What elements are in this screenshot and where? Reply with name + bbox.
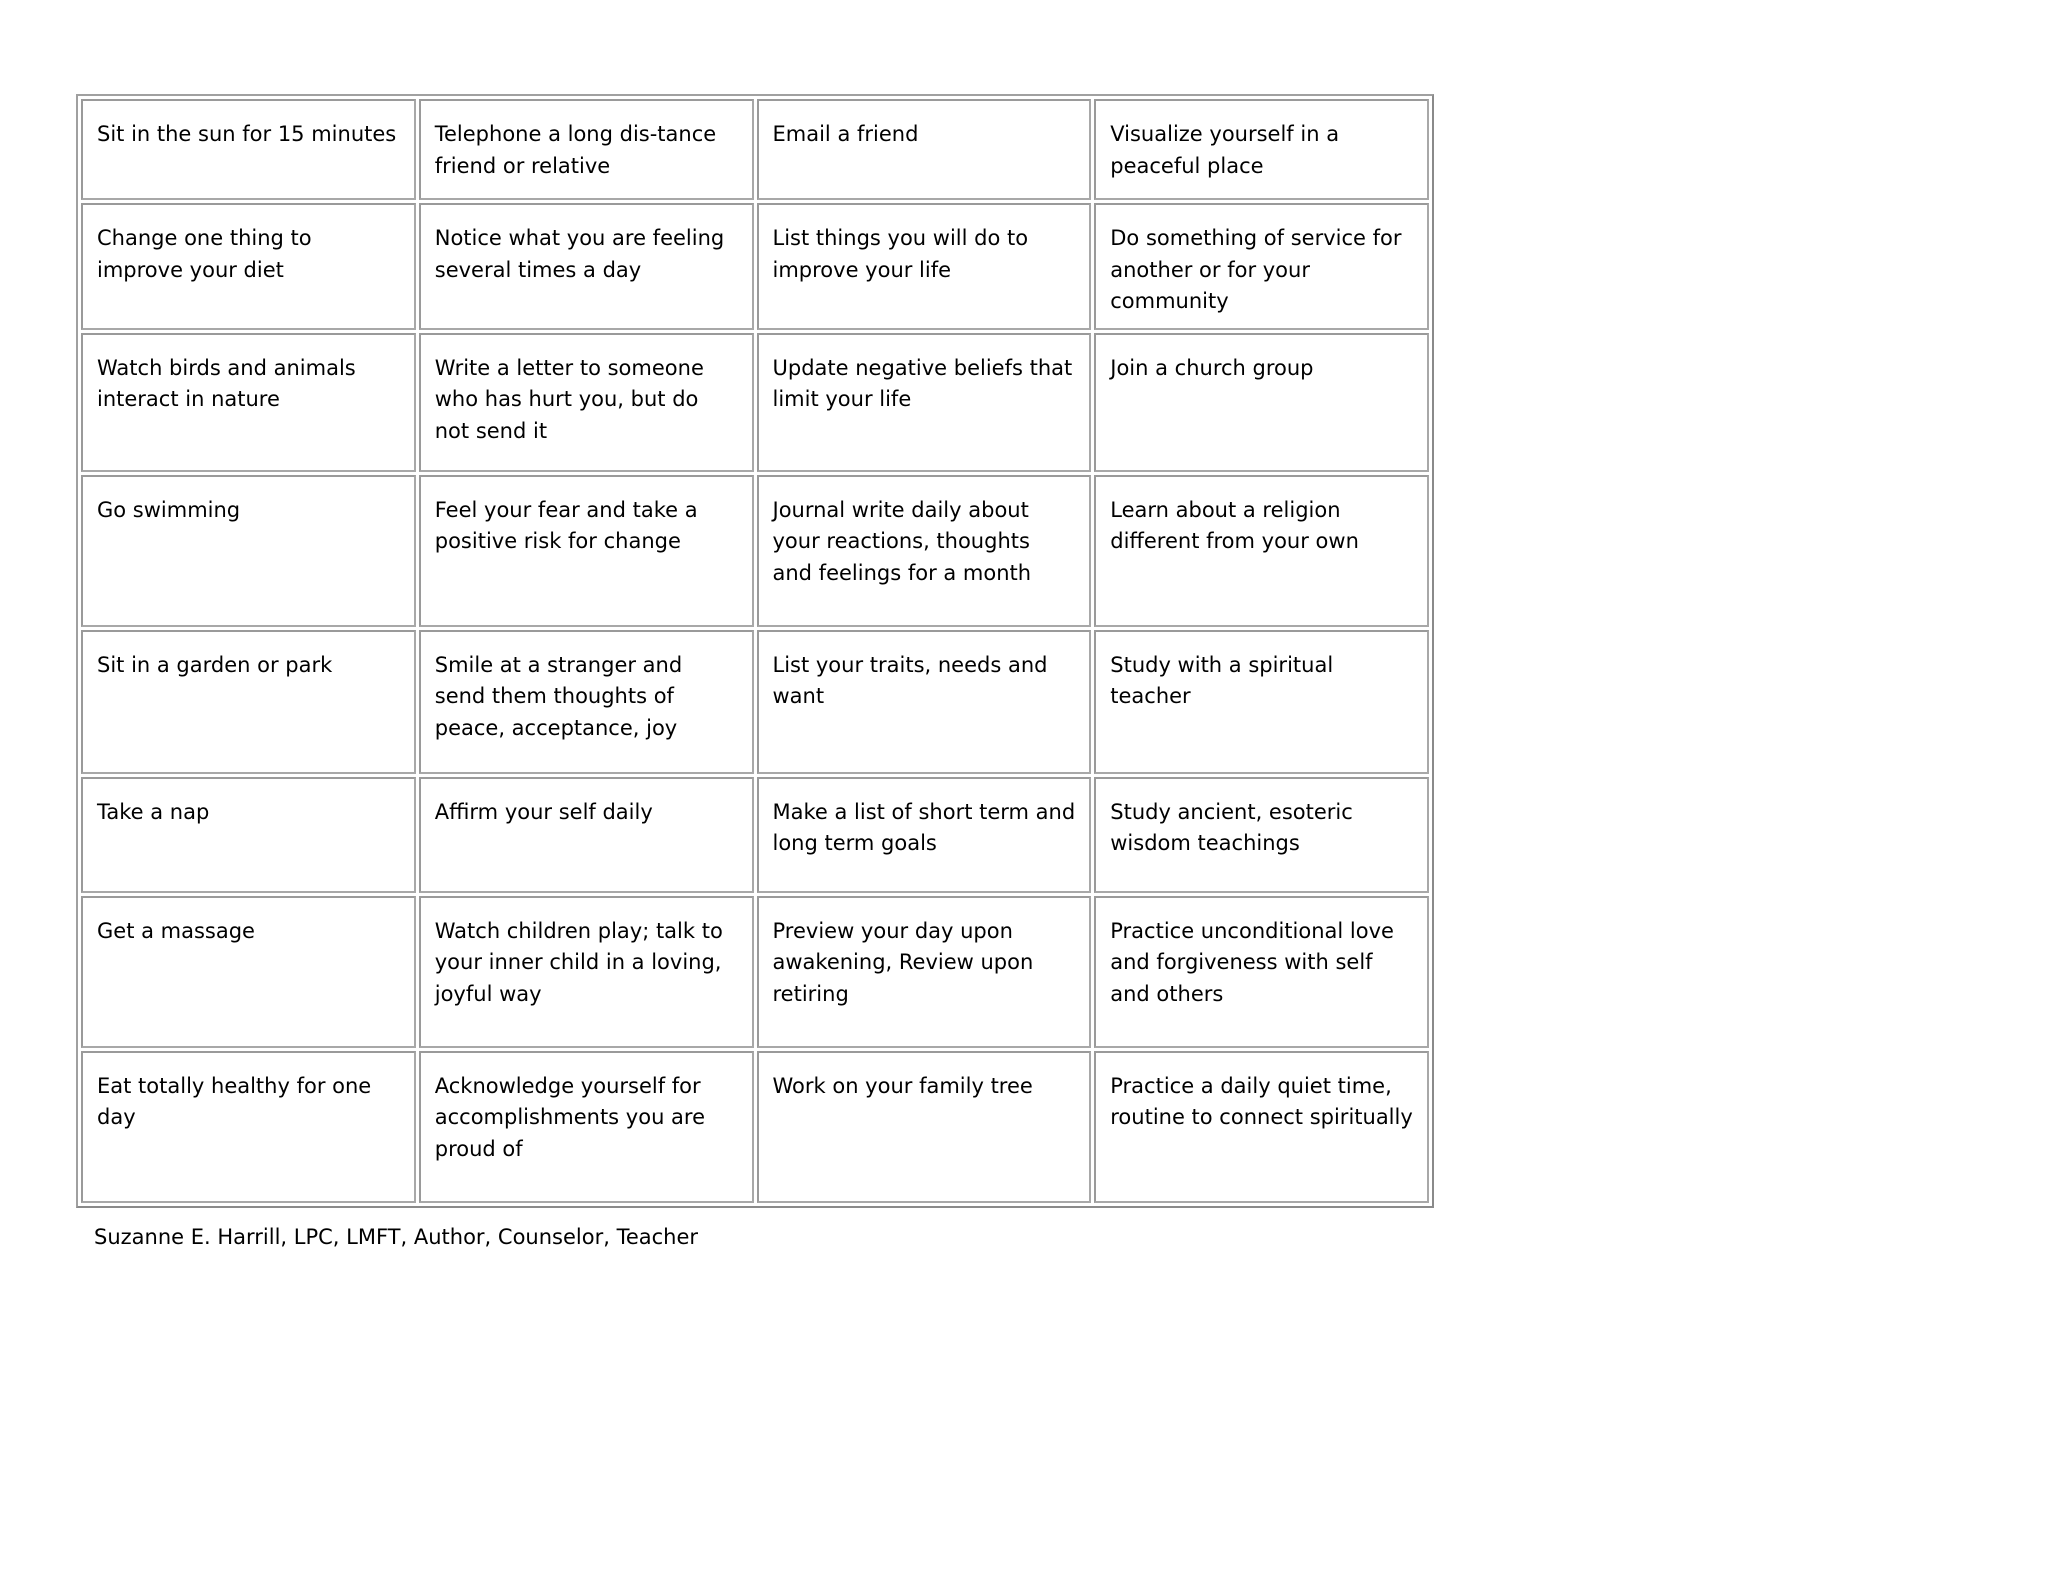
table-cell: Preview your day upon awakening, Review upon retiring [757, 896, 1092, 1048]
table-cell: List your traits, needs and want [757, 630, 1092, 774]
table-cell: Change one thing to improve your diet [81, 203, 416, 330]
table-cell: Make a list of short term and long term goals [757, 777, 1092, 893]
table-cell: Write a letter to someone who has hurt you, but do not send it [419, 333, 754, 472]
table-cell: Do something of service for another or for your community [1094, 203, 1429, 330]
table-row [81, 630, 1429, 774]
table-cell: Visualize yourself in a peaceful place [1094, 99, 1429, 200]
table-cell: Affirm your self daily [419, 777, 754, 893]
table-cell: Feel your fear and take a positive risk for change [419, 475, 754, 627]
table-row [81, 896, 1429, 1048]
table-cell: Watch birds and animals interact in nature [81, 333, 416, 472]
table-cell: Go swimming [81, 475, 416, 627]
table-cell: Smile at a stranger and send them thoughts of peace, acceptance, joy [419, 630, 754, 774]
table-cell: Practice a daily quiet time, routine to connect spiritually [1094, 1051, 1429, 1203]
table-cell: Study with a spiritual teacher [1094, 630, 1429, 774]
table-row [81, 475, 1429, 627]
table-cell: Practice unconditional love and forgiveness with self and others [1094, 896, 1429, 1048]
table-cell: Notice what you are feeling several times a day [419, 203, 754, 330]
table-row [81, 99, 1429, 200]
table-cell: Sit in a garden or park [81, 630, 416, 774]
table-cell: Email a friend [757, 99, 1092, 200]
activities-table [76, 94, 1434, 1208]
table-cell: Journal write daily about your reactions, thoughts and feelings for a month [757, 475, 1092, 627]
table-cell: Take a nap [81, 777, 416, 893]
table-row [81, 203, 1429, 330]
table-cell: Learn about a religion different from your own [1094, 475, 1429, 627]
table-row [81, 777, 1429, 893]
table-cell: Join a church group [1094, 333, 1429, 472]
table-cell: Telephone a long dis-tance friend or relative [419, 99, 754, 200]
table-cell: Get a massage [81, 896, 416, 1048]
table-cell: Sit in the sun for 15 minutes [81, 99, 416, 200]
table-cell: Watch children play; talk to your inner child in a loving, joyful way [419, 896, 754, 1048]
activities-sheet [76, 94, 1434, 1208]
table-cell: Acknowledge yourself for accomplishments you are proud of [419, 1051, 754, 1203]
table-cell: Work on your family tree [757, 1051, 1092, 1203]
table-cell: Update negative beliefs that limit your life [757, 333, 1092, 472]
table-cell: Study ancient, esoteric wisdom teachings [1094, 777, 1429, 893]
table-row [81, 1051, 1429, 1203]
table-row [81, 333, 1429, 472]
table-cell: List things you will do to improve your life [757, 203, 1092, 330]
table-cell: Eat totally healthy for one day [81, 1051, 416, 1203]
author-credit: Suzanne E. Harrill, LPC, LMFT, Author, Counselor, Teacher [94, 1225, 699, 1249]
